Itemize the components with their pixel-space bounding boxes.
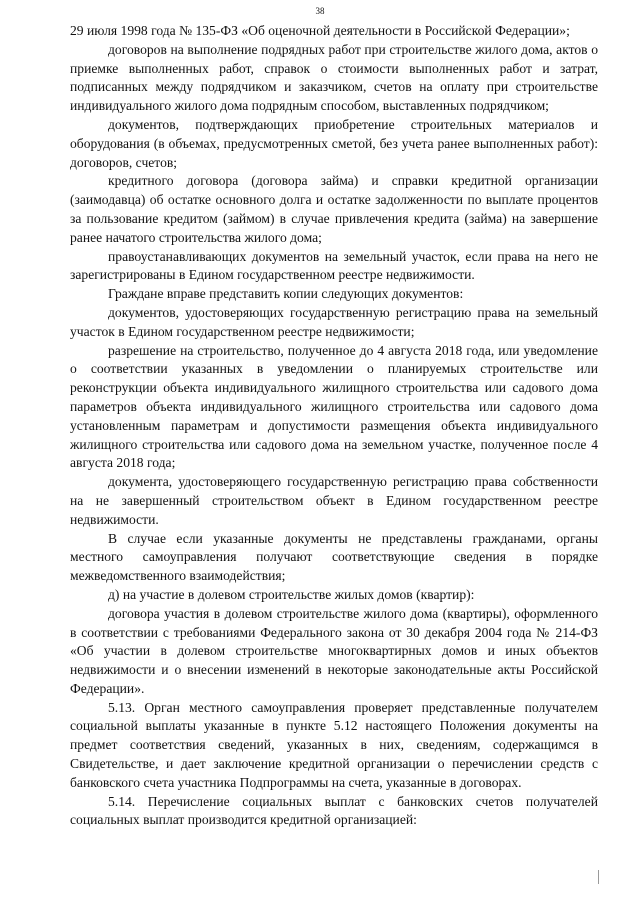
page-number: 38: [315, 6, 325, 16]
paragraph-land-title-documents: правоустанавливающих документов на земельный участок, если права на него не зарегистрированы в Едином государственном реестре недвижимости.: [70, 248, 598, 283]
paragraph-construction-permit: разрешение на строительство, полученное до 4 августа 2018 года, или уведомление о соответствии указанных в уведомлении о планируемых строительстве или реконструкции объекта индивидуального жилищного строительства или садового дома параметров объекта индивидуального жилищного строительства или садового дома установленным параметрам и допустимости размещения объекта индивидуального жилищного строительства или садового дома на земельном участке, полученное после 4 августа 2018 года;: [70, 342, 598, 471]
paragraph-law-reference: 29 июля 1998 года № 135-ФЗ «Об оценочной деятельности в Российской Федерации»;: [70, 23, 570, 38]
paragraph-copies-intro: Граждане вправе представить копии следующих документов:: [108, 286, 464, 302]
paragraph-materials-documents: документов, подтверждающих приобретение строительных материалов и оборудования (в объемах, предусмотренных сметой, без учета ранее выполненных работ): договоров, счетов;: [70, 116, 598, 170]
paragraph-land-registration: документов, удостоверяющих государственную регистрацию права на земельный участок в Едином государственном реестре недвижимости;: [70, 304, 598, 339]
paragraph-clause-5-13: 5.13. Орган местного самоуправления проверяет представленные получателем социальной выплаты указанные в пункте 5.12 настоящего Положения документы на предмет соответствия сведений, указанных в них, сведениям, содержащимся в Свидетельстве, и дает заключение кредитной организации о перечислении средств с банковского счета участника Подпрограммы на счета, указанные в договорах.: [70, 699, 598, 790]
document-body: [70, 22, 598, 830]
paragraph-clause-5-14: 5.14. Перечисление социальных выплат с банковских счетов получателей социальных выплат производится кредитной организацией:: [70, 793, 598, 828]
paragraph-credit-agreement: кредитного договора (договора займа) и справки кредитной организации (заимодавца) об остатке основного долга и остатке задолженности по выплате процентов за пользование кредитом (займом) в случае привлечения кредита (займа) на завершение ранее начатого строительства жилого дома;: [70, 173, 598, 245]
paragraph-contract-documents: договоров на выполнение подрядных работ при строительстве жилого дома, актов о приемке выполненных работ, справок о стоимости выполненных работ и затрат, подписанных между подрядчиком и заказчиком, счетов на оплату при строительстве индивидуального жилого дома подрядным способом, выставленных подрядчиком;: [70, 41, 598, 114]
paragraph-shared-construction-contract: договора участия в долевом строительстве жилого дома (квартиры), оформленного в соответствии с требованиями Федерального закона от 30 декабря 2004 года № 214-ФЗ «Об участии в долевом строительстве многоквартирных домов и иных объектов недвижимости и о внесении изменений в некоторые законодательные акты Российской Федерации».: [70, 605, 598, 696]
paragraph-interagency-interaction: В случае если указанные документы не представлены гражданами, органы местного самоуправления получают соответствующие сведения в порядке межведомственного взаимодействия;: [70, 530, 598, 584]
scan-edge-mark: [598, 870, 599, 884]
paragraph-unfinished-object-registration: документа, удостоверяющего государственную регистрацию права собственности на не завершенный строительством объект в Едином государственном реестре недвижимости.: [70, 474, 598, 527]
paragraph-shared-construction-heading: д) на участие в долевом строительстве жилых домов (квартир):: [108, 586, 475, 602]
